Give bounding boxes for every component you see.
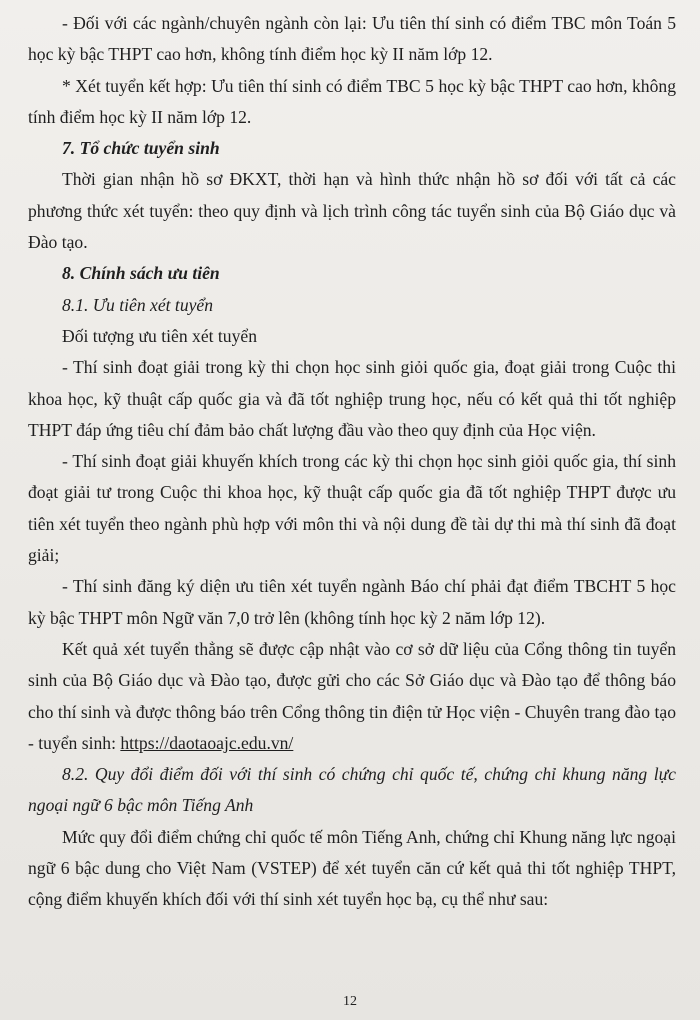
results-publication-text: Kết quả xét tuyển thẳng sẽ được cập nhật vào cơ sở dữ liệu của Cổng thông tin tuyển sinh của Bộ Giáo dục và Đào tạo, được gửi cho các Sở Giáo dục và Đào tạo để thông báo cho thí sinh và được thông báo trên Cổng thông tin điện tử Học viện - Chuyên trang đào tạo - tuyển sinh: (28, 638, 676, 753)
paragraph-journalism-requirement: - Thí sinh đăng ký diện ưu tiên xét tuyển ngành Báo chí phải đạt điểm TBCHT 5 học kỳ bậc THPT môn Ngữ văn 7,0 trở lên (không tính học kỳ 2 năm lớp 12). (28, 576, 676, 628)
paragraph-other-majors-priority: - Đối với các ngành/chuyên ngành còn lại: Ưu tiên thí sinh có điểm TBC môn Toán 5 học kỳ bậc THPT cao hơn, không tính điểm học kỳ II năm lớp 12. (28, 13, 676, 65)
paragraph-encouragement-prize-winners: - Thí sinh đoạt giải khuyến khích trong các kỳ thi chọn học sinh giỏi quốc gia, thí sinh đoạt giải tư trong Cuộc thi khoa học, kỹ thuật cấp quốc gia đã tốt nghiệp THPT được ưu tiên xét tuyển theo ngành phù hợp với môn thi và nội dung đề tài dự thi mà thí sinh đã đoạt giải; (28, 451, 676, 566)
subsection-heading-8-1: 8.1. Ưu tiên xét tuyển (62, 294, 214, 315)
document-body (28, 8, 676, 916)
paragraph-results-publication (28, 634, 676, 759)
subsection-heading-8-2: 8.2. Quy đổi điểm đối với thí sinh có chứng chỉ quốc tế, chứng chỉ khung năng lực ngoại ngữ 6 bậc môn Tiếng Anh (28, 764, 676, 816)
admissions-website-link[interactable]: https://daotaoajc.edu.vn/ (120, 732, 294, 753)
paragraph-application-timeline: Thời gian nhận hồ sơ ĐKXT, thời hạn và hình thức nhận hồ sơ đối với tất cả các phương thức xét tuyển: theo quy định và lịch trình công tác tuyển sinh của Bộ Giáo dục và Đào tạo. (28, 169, 676, 253)
paragraph-priority-subjects-label: Đối tượng ưu tiên xét tuyển (62, 325, 258, 346)
section-heading-8: 8. Chính sách ưu tiên (62, 263, 220, 284)
paragraph-national-prize-winners: - Thí sinh đoạt giải trong kỳ thi chọn học sinh giỏi quốc gia, đoạt giải trong Cuộc thi khoa học, kỹ thuật cấp quốc gia và đã tốt nghiệp trung học, nếu có kết quả thi tốt nghiệp THPT đáp ứng tiêu chí đảm bảo chất lượng đầu vào theo quy định của Học viện. (28, 357, 676, 440)
page-number: 12 (343, 994, 357, 1009)
section-heading-7: 7. Tổ chức tuyển sinh (62, 138, 220, 159)
paragraph-score-conversion: Mức quy đổi điểm chứng chỉ quốc tế môn Tiếng Anh, chứng chỉ Khung năng lực ngoại ngữ 6 bậc dung cho Việt Nam (VSTEP) để xét tuyển căn cứ kết quả thi tốt nghiệp THPT, cộng điểm khuyến khích đối với thí sinh xét tuyển học bạ, cụ thể như sau: (28, 826, 676, 910)
paragraph-combined-admission: * Xét tuyển kết hợp: Ưu tiên thí sinh có điểm TBC 5 học kỳ bậc THPT cao hơn, không tính điểm học kỳ II năm lớp 12. (28, 75, 676, 127)
